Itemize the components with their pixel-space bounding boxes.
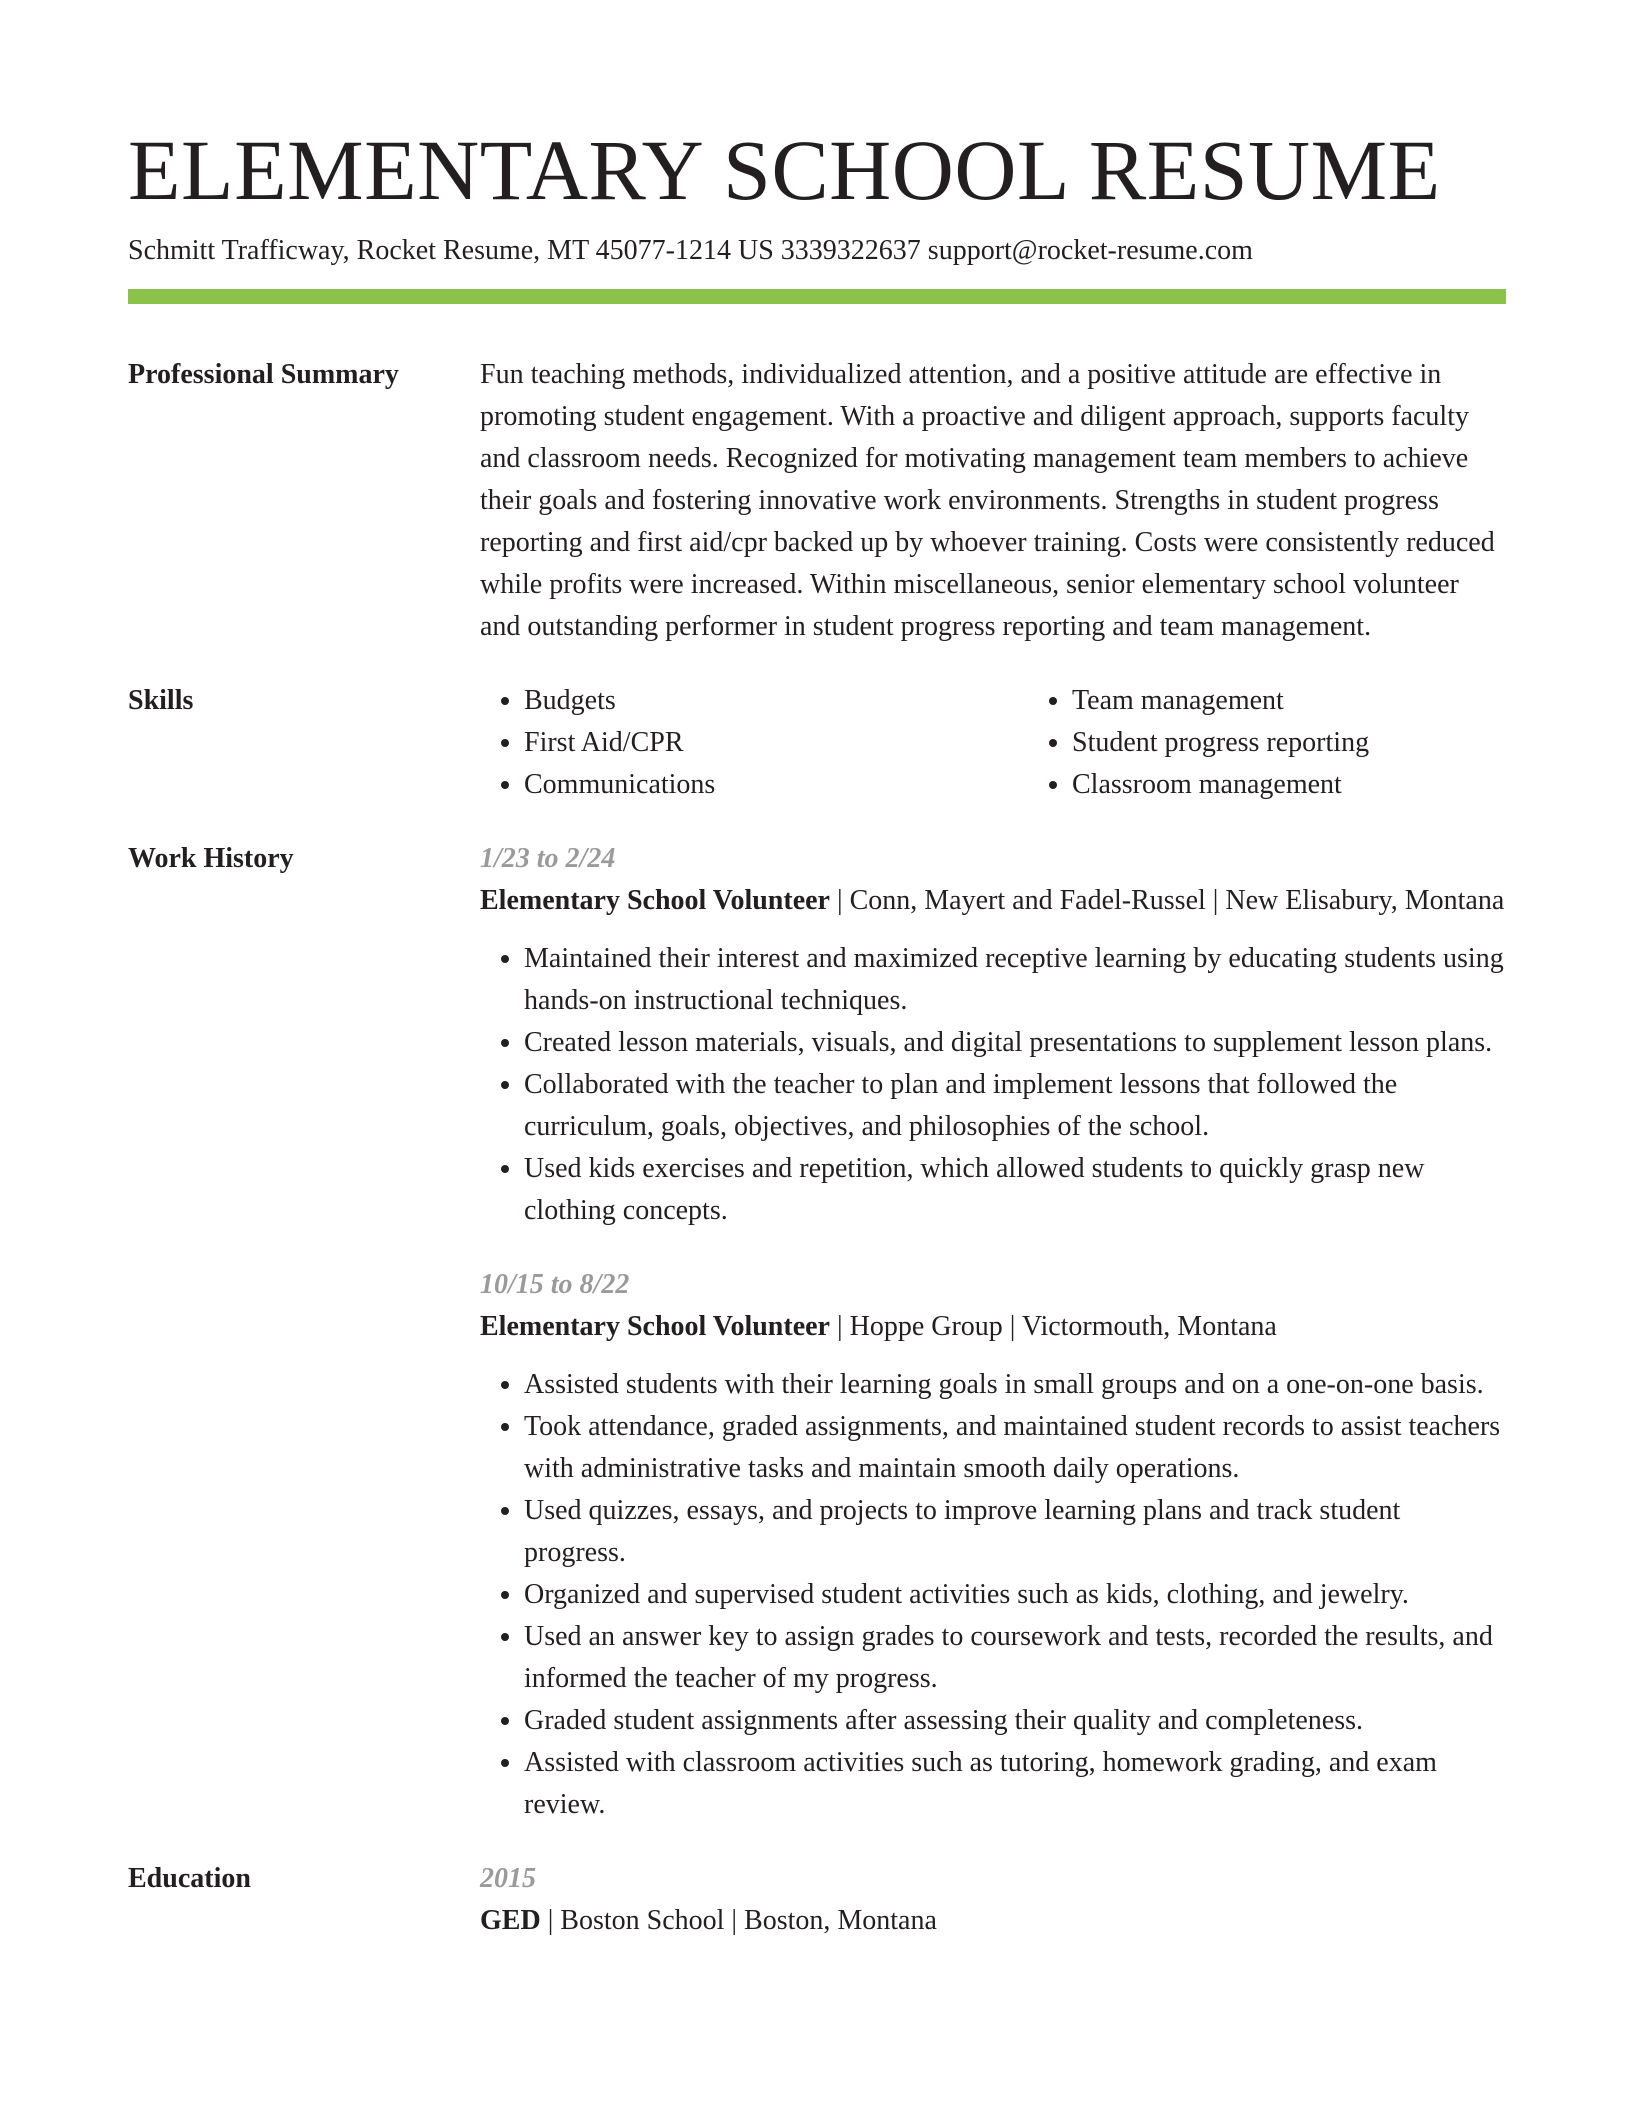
job-dates: 1/23 to 2/24 bbox=[480, 843, 616, 874]
summary-section bbox=[128, 354, 1506, 648]
job-bullet: • Assisted students with their learning goals in small groups and on a one-on-one basis. bbox=[524, 1364, 1506, 1406]
contact-email[interactable]: support@rocket-resume.com bbox=[927, 235, 1253, 266]
skill-item: • Budgets bbox=[524, 680, 1028, 722]
job-bullet: • Maintained their interest and maximized receptive learning by educating students using hands-on instructional techniques. bbox=[524, 938, 1506, 1022]
job-dates: 10/15 to 8/22 bbox=[480, 1269, 630, 1300]
summary-text: Fun teaching methods, individualized attention, and a positive attitude are effective in promoting student engagement. With a proactive and diligent approach, supports faculty and classroom needs. Recognized for motivating management team members to achieve their goals and fostering innovative work environments. Strengths in student progress reporting and first aid/cpr backed up by whoever training. Costs were consistently reduced while profits were increased. Within miscellaneous, senior elementary school volunteer and outstanding performer in student progress reporting and team management. bbox=[480, 359, 1495, 642]
job-bullet: • Organized and supervised student activities such as kids, clothing, and jewelry. bbox=[524, 1574, 1506, 1616]
work-history-heading: Work History bbox=[128, 843, 294, 874]
skills-heading: Skills bbox=[128, 685, 194, 716]
job-bullet: • Used quizzes, essays, and projects to improve learning plans and track student progress. bbox=[524, 1490, 1506, 1574]
job-bullet: • Took attendance, graded assignments, and maintained student records to assist teachers with administrative tasks and maintain smooth daily operations. bbox=[524, 1406, 1506, 1490]
job-title: Elementary School Volunteer bbox=[480, 1311, 830, 1342]
job-bullets bbox=[480, 938, 1506, 1232]
job-bullets bbox=[480, 1364, 1506, 1826]
job-bullet: • Used kids exercises and repetition, which allowed students to quickly grasp new clothing concepts. bbox=[524, 1148, 1506, 1232]
job-bullet: • Used an answer key to assign grades to coursework and tests, recorded the results, and informed the teacher of my progress. bbox=[524, 1616, 1506, 1700]
skills-section bbox=[128, 680, 1506, 806]
summary-heading: Professional Summary bbox=[128, 359, 399, 390]
job-title: Elementary School Volunteer bbox=[480, 885, 830, 916]
education-section bbox=[128, 1858, 1506, 1942]
contact-address: Schmitt Trafficway, Rocket Resume, MT 45077-1214 US bbox=[128, 235, 774, 266]
education-entry bbox=[480, 1900, 1506, 1942]
job-bullet: • Created lesson materials, visuals, and digital presentations to supplement lesson plans. bbox=[524, 1022, 1506, 1064]
job-details: | Conn, Mayert and Fadel-Russel | New Elisabury, Montana bbox=[830, 885, 1505, 916]
education-heading: Education bbox=[128, 1863, 251, 1894]
contact-phone: 3339322637 bbox=[780, 235, 921, 266]
resume-page bbox=[128, 120, 1506, 1942]
education-details: | Boston School | Boston, Montana bbox=[540, 1905, 937, 1936]
skills-list-right bbox=[1028, 680, 1576, 806]
skills-grid bbox=[480, 680, 1576, 806]
job-header bbox=[480, 880, 1506, 922]
education-year: 2015 bbox=[480, 1863, 536, 1894]
work-history-section bbox=[128, 838, 1506, 1826]
skill-item: • Classroom management bbox=[1072, 764, 1576, 806]
job-bullet: • Collaborated with the teacher to plan and implement lessons that followed the curriculum, goals, objectives, and philosophies of the school. bbox=[524, 1064, 1506, 1148]
skill-item: • Student progress reporting bbox=[1072, 722, 1576, 764]
resume-title: ELEMENTARY SCHOOL RESUME bbox=[128, 122, 1441, 218]
job-entry bbox=[480, 1264, 1506, 1826]
contact-line bbox=[128, 232, 1506, 270]
skill-item: • Team management bbox=[1072, 680, 1576, 722]
job-entry bbox=[480, 838, 1506, 1232]
skills-list-left bbox=[480, 680, 1028, 806]
skill-item: • First Aid/CPR bbox=[524, 722, 1028, 764]
education-degree: GED bbox=[480, 1905, 541, 1936]
header-divider bbox=[128, 289, 1506, 304]
job-header bbox=[480, 1306, 1506, 1348]
skill-item: • Communications bbox=[524, 764, 1028, 806]
job-details: | Hoppe Group | Victormouth, Montana bbox=[830, 1311, 1277, 1342]
job-bullet: • Graded student assignments after assessing their quality and completeness. bbox=[524, 1700, 1506, 1742]
job-bullet: • Assisted with classroom activities such as tutoring, homework grading, and exam review. bbox=[524, 1742, 1506, 1826]
